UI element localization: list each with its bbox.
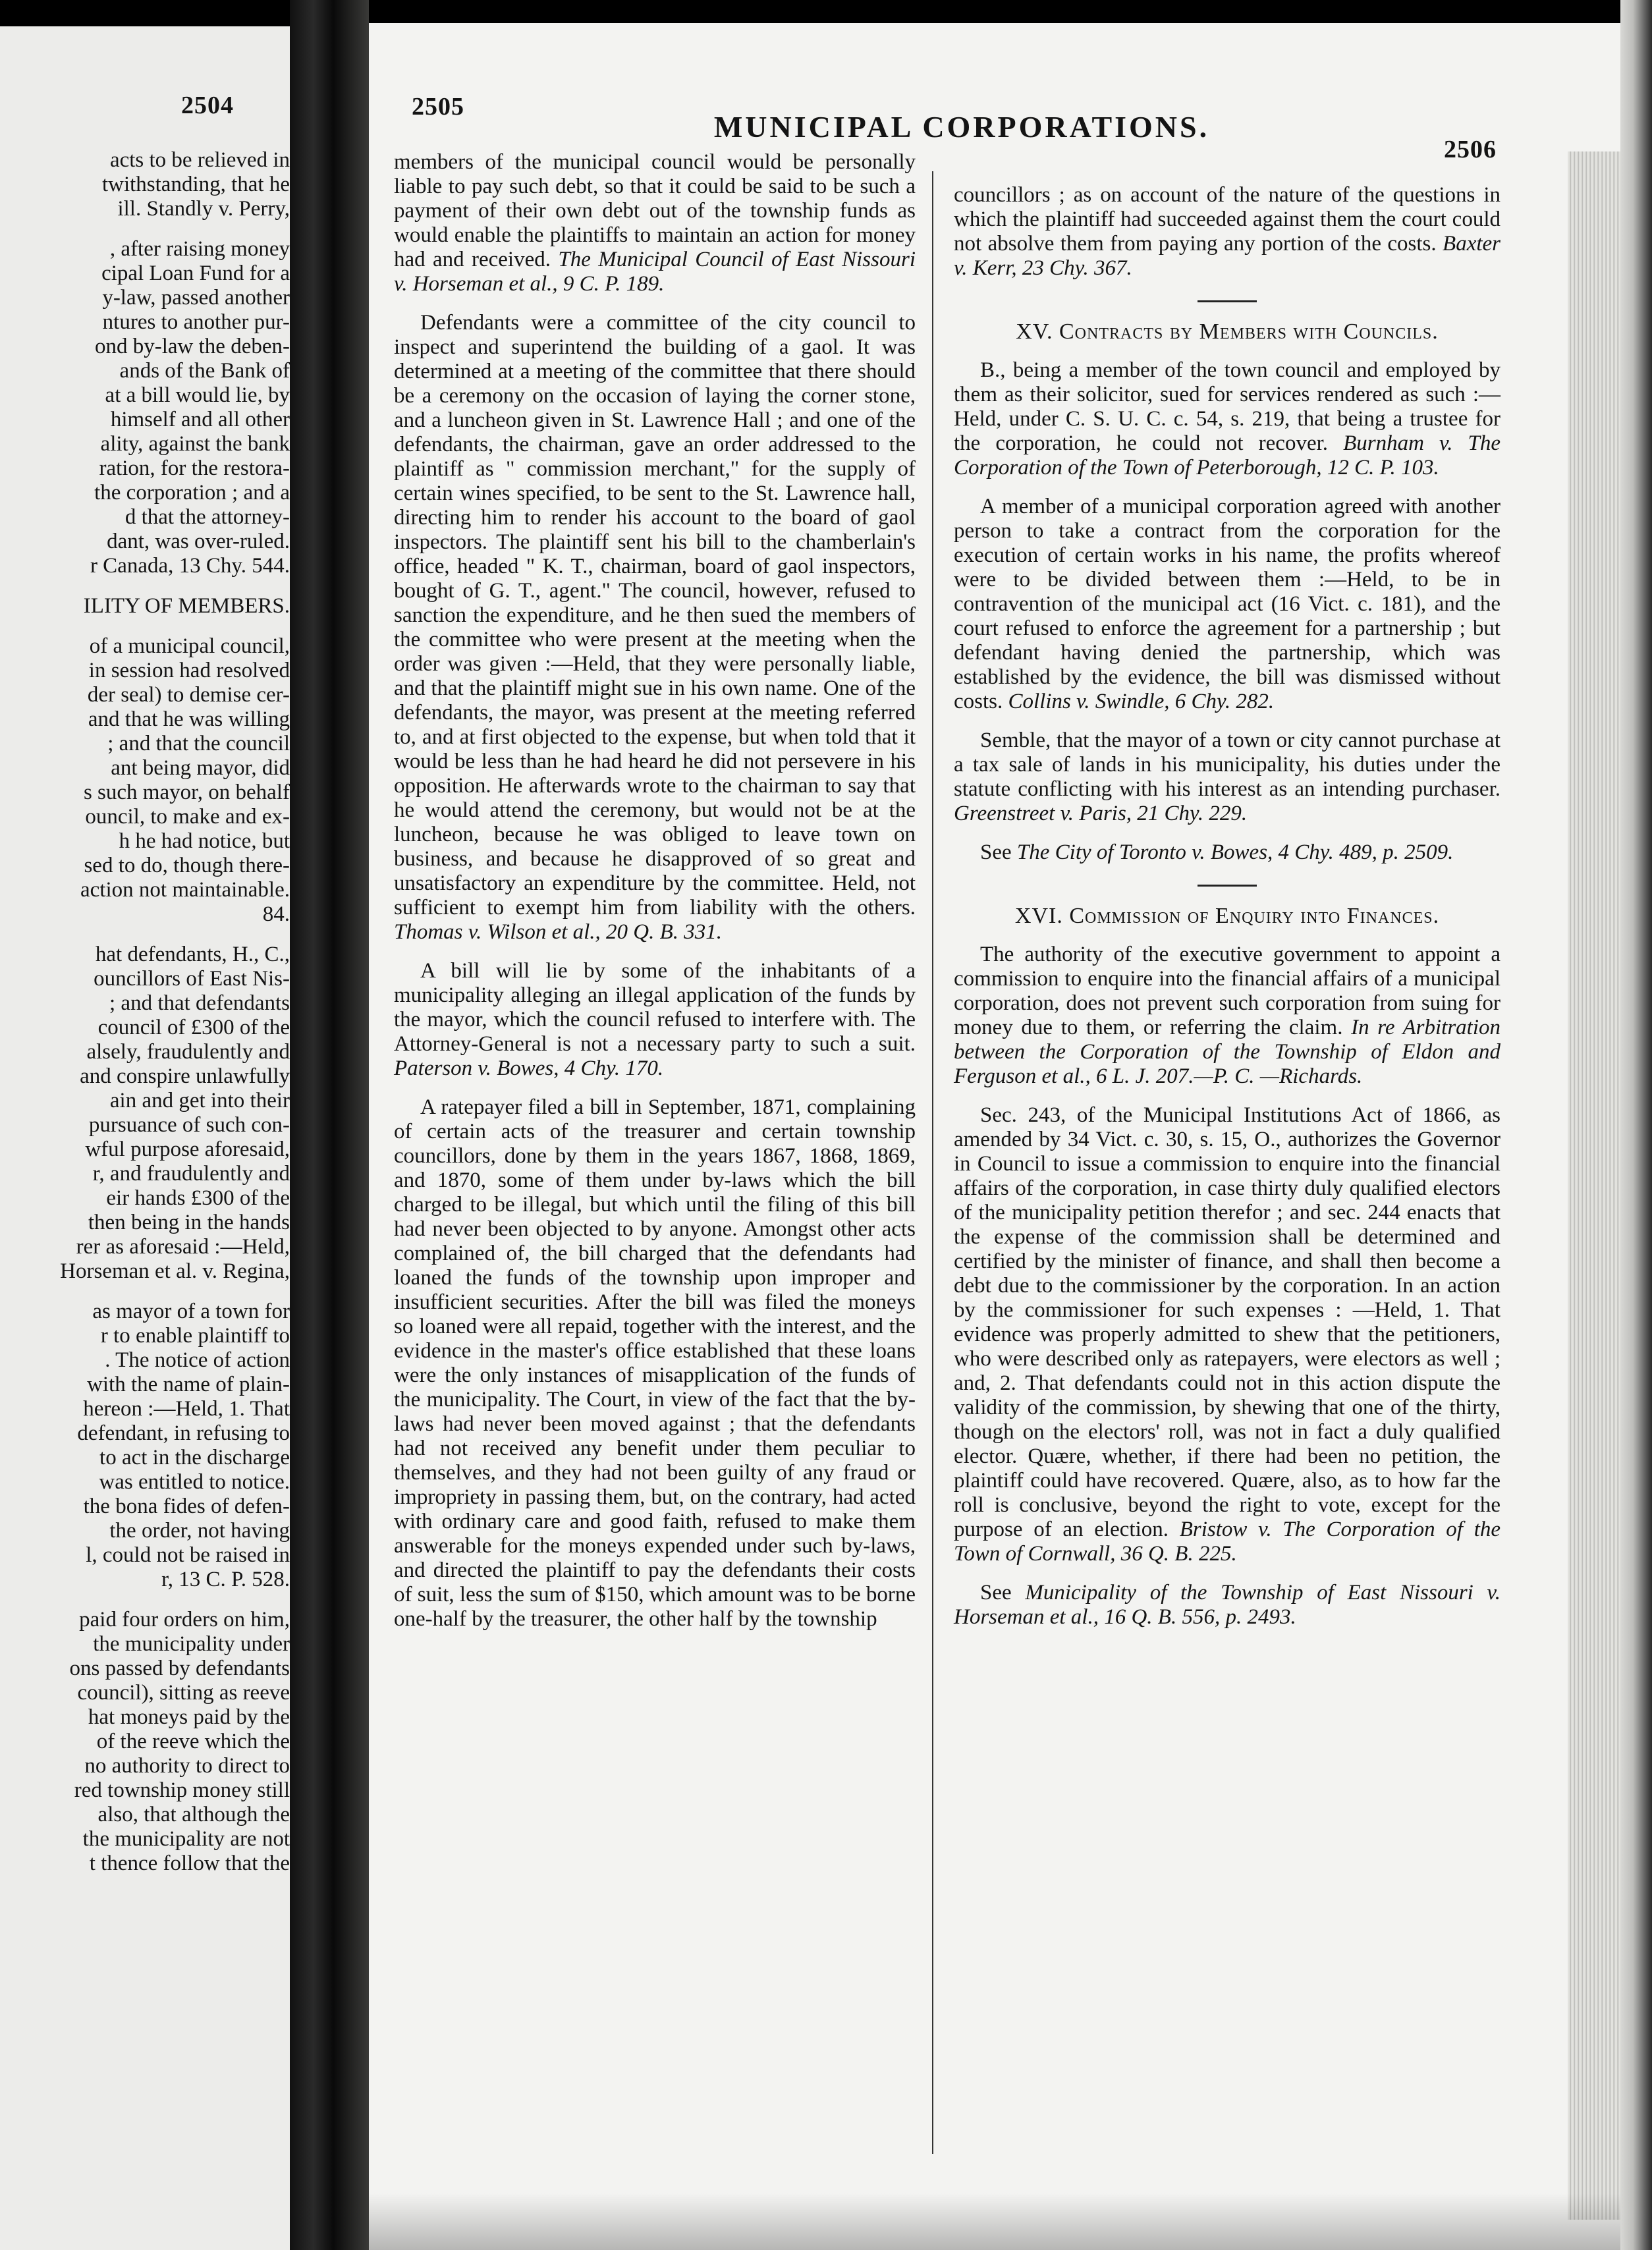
page-number-2505: 2505 xyxy=(412,93,464,121)
column-right xyxy=(954,183,1501,1644)
paragraph-text: The authority of the executive government to appoint a commission to enquire into the financial affairs of a municipal corporation, does not prevent such corporation from suing for money due to them, or referring the claim. xyxy=(954,943,1501,1039)
text-line: in session had resolved xyxy=(88,659,290,682)
case-citation: Baxter v. Kerr, 23 Chy. 367. xyxy=(954,232,1501,280)
section-rule xyxy=(1198,300,1257,302)
paragraph-text: Defendants were a committee of the city council to inspect and superintend the building of a gaol. It was determined at a meeting of the committee that there should be a ceremony on the occasion of laying the corner stone, and a luncheon given in St. Lawrence Hall ; and one of the defendants, the chairman, gave an order addressed to the plaintiff as " commission merchant," for the supply of certain wines specified, to be sent to the St. Lawrence hall, directing him to render his account to the board of gaol inspectors. The plaintiff sent his bill to the chamberlain's office, headed " K. T., chairman, board of gaol inspectors, bought of G. T., agent." The council, however, refused to sanction the expenditure, and he then sued the members of the committee who were present at the meeting when the order was given :—Held, that they were personally liable, and that the plaintiff might sue in his own name. One of the defendants, the mayor, was present at the meeting referred to, and at first objected to the expense, but when told that it would be less than he had heard he did not persevere in his opposition. He afterwards wrote to the chairman to say that he would attend the ceremony, but would not be at the luncheon, because he was obliged to leave town on business, and because he disapproved of so great and unsatisfactory an expenditure by the committee. Held, not sufficient to exempt him from liability with the others. xyxy=(394,311,916,919)
case-citation: The City of Toronto v. Bowes, 4 Chy. 489, p. 2509. xyxy=(1016,840,1454,864)
text-line: ILITY OF MEMBERS. xyxy=(83,594,290,618)
page-edges xyxy=(1568,151,1620,2220)
text-line xyxy=(13,1592,290,1608)
text-line: ill. Standly v. Perry, xyxy=(117,197,290,221)
paragraph-text: See xyxy=(980,840,1012,864)
text-line: hereon :—Held, 1. That xyxy=(83,1397,290,1421)
paragraph-text: Semble, that the mayor of a town or city cannot purchase at a tax sale of lands in his municipality, his duties under the statute conflicting with his interest as an intending purchaser. xyxy=(954,728,1501,801)
case-paragraph xyxy=(954,1581,1501,1630)
case-citation: In re Arbitration between the Corporation of the Township of Eldon and Ferguson et al., 6 L. J. 207.—P. C. —Richards. xyxy=(954,1016,1501,1088)
book-edge xyxy=(1620,0,1652,2250)
text-line: r, and fraudulently and xyxy=(92,1162,290,1186)
text-line: council), sitting as reeve xyxy=(77,1681,290,1705)
text-line: t thence follow that the xyxy=(89,1852,290,1875)
text-line: r, 13 C. P. 528. xyxy=(161,1568,290,1591)
column-left xyxy=(394,150,916,1646)
text-line: sed to do, though there- xyxy=(84,854,290,877)
case-citation: Thomas v. Wilson et al., 20 Q. B. 331. xyxy=(394,920,723,944)
text-line: of the reeve which the xyxy=(96,1730,290,1753)
text-line: council of £300 of the xyxy=(97,1016,290,1039)
text-line: r Canada, 13 Chy. 544. xyxy=(90,554,290,578)
text-line: red township money still xyxy=(74,1778,290,1802)
case-paragraph xyxy=(394,311,916,945)
text-line: 84. xyxy=(262,902,290,926)
text-line: the municipality under xyxy=(93,1632,290,1656)
case-paragraph xyxy=(394,1095,916,1632)
case-citation: Collins v. Swindle, 6 Chy. 282. xyxy=(1008,690,1275,713)
section-heading: XV. Contracts by Members with Councils. xyxy=(1016,319,1439,344)
text-line: the order, not having xyxy=(109,1519,290,1543)
text-line: twithstanding, that he xyxy=(101,173,290,196)
text-line: ouncillors of East Nis- xyxy=(94,967,290,991)
case-paragraph xyxy=(394,150,916,296)
text-line: the corporation ; and a xyxy=(94,481,290,505)
text-line: acts to be relieved in xyxy=(109,148,290,172)
text-line: action not maintainable. xyxy=(80,878,290,902)
text-line: eir hands £300 of the xyxy=(106,1186,290,1210)
text-line: y-law, passed another xyxy=(102,286,290,310)
text-line: pursuance of such con- xyxy=(88,1113,290,1137)
text-line: then being in the hands xyxy=(88,1211,290,1234)
text-line: with the name of plain- xyxy=(87,1373,290,1396)
text-line: ond by-law the deben- xyxy=(95,335,290,358)
text-line: the bona fides of defen- xyxy=(83,1495,290,1518)
case-citation: The Municipal Council of East Nissouri v. Horseman et al., 9 C. P. 189. xyxy=(394,248,916,296)
case-citation: Municipality of the Township of East Nissouri v. Horseman et al., 16 Q. B. 556, p. 2493. xyxy=(954,1581,1501,1629)
text-line: to act in the discharge xyxy=(99,1446,290,1469)
text-line: defendant, in refusing to xyxy=(77,1421,290,1445)
text-line: was entitled to notice. xyxy=(99,1470,290,1494)
text-line: . The notice of action xyxy=(105,1348,290,1372)
paragraph-text: See xyxy=(980,1581,1012,1605)
section-heading: XVI. Commission of Enquiry into Finances. xyxy=(1014,904,1440,928)
text-line: of a municipal council, xyxy=(89,634,290,658)
text-line: at a bill would lie, by xyxy=(105,383,290,407)
case-paragraph xyxy=(954,183,1501,281)
text-line: hat moneys paid by the xyxy=(88,1705,290,1729)
page-shadow xyxy=(369,2193,1620,2250)
paragraph-text: A ratepayer filed a bill in September, 1871, complaining of certain acts of the treasurer and certain township councillors, done by them in the years 1867, 1868, 1869, and 1870, some of them under by-laws which the bill charged to be illegal, but which until the filing of this bill had never been objected to by anyone. Amongst other acts complained of, the bill charged that the defendants had loaned the funds of the township upon improper and insufficient securities. After the bill was filed the moneys so loaned were all repaid, together with the interest, and the evidence in the master's office established that these loans were the only instances of misapplication of the funds of the municipality. The Court, in view of the fact that the by-laws had never been moved against ; that the defendants had not received any benefit under them peculiar to themselves, and they had not been guilty of any fraud or impropriety in passing them, but, on the contrary, had acted with ordinary care and good faith, refused to make them answerable for the moneys expended under such by-laws, and directed the plaintiff to pay the defendants their costs of suit, less the sum of $150, which amount was to be borne one-half by the treasurer, the other half by the township xyxy=(394,1095,916,1631)
left-page-text xyxy=(13,148,290,1876)
text-line: ; and that the council xyxy=(107,732,290,755)
case-paragraph xyxy=(954,728,1501,826)
text-line: ons passed by defendants xyxy=(69,1657,290,1680)
text-line: r to enable plaintiff to xyxy=(100,1324,290,1348)
text-line xyxy=(13,618,290,634)
text-line: ouncil, to make and ex- xyxy=(85,805,290,829)
text-line: ain and get into their xyxy=(109,1089,290,1112)
running-head: MUNICIPAL CORPORATIONS. xyxy=(713,110,1210,144)
case-paragraph xyxy=(954,358,1501,480)
text-line: ant being mayor, did xyxy=(111,756,290,780)
text-line: d that the attorney- xyxy=(124,505,290,529)
text-line: wful purpose aforesaid, xyxy=(85,1138,290,1161)
case-citation: Paterson v. Bowes, 4 Chy. 170. xyxy=(394,1056,664,1080)
paragraph-text: Sec. 243, of the Municipal Institutions Act of 1866, as amended by 34 Vict. c. 30, s. 15, O., authorizes the Governor in Council to issue a commission to enquire into the financial affairs of the corporation, in case thirty duly qualified electors of the municipality petition therefor ; and sec. 244 enacts that the expense of the commission shall be determined and certified by the minister of finance, and shall then become a debt due to the commissioner by the corporation. In an action by the commissioner for such expenses : —Held, 1. That evidence was properly admitted to shew that the petitioners, who were described only as ratepayers, were electors as well ; and, 2. That defendants could not in this action dispute the validity of the commission, by shewing that one of the thirty, though on the electors' roll, was not in fact a duly qualified elector. Quære, whether, if there had been no petition, the plaintiff could have recovered. Quære, also, as to how far the roll is conclusive, beyond the right to vote, except for the purpose of an election. xyxy=(954,1103,1501,1541)
text-line: himself and all other xyxy=(110,408,290,431)
text-line: s such mayor, on behalf xyxy=(83,781,290,804)
case-paragraph xyxy=(954,840,1501,865)
text-line: der seal) to demise cer- xyxy=(87,683,290,707)
text-line: Horseman et al. v. Regina, xyxy=(60,1259,290,1283)
text-line: hat defendants, H., C., xyxy=(95,943,290,966)
column-divider xyxy=(932,171,933,2154)
paragraph-text: A member of a municipal corporation agreed with another person to take a contract from the corporation for the execution of certain works in his name, the profits whereof were to be divided between them :—Held, to be in contravention of the municipal act (16 Vict. c. 181), and the court refused to enforce the agreement for a partnership ; but defendant having denied the partnership, which was established by the evidence, the bill was dismissed without costs. xyxy=(954,495,1501,713)
paragraph-text: B., being a member of the town council and employed by them as their solicitor, sued for services rendered as such :—Held, under C. S. U. C. c. 54, s. 219, that being a trustee for the corporation, he could not recover. xyxy=(954,358,1501,455)
text-line: dant, was over-ruled. xyxy=(107,530,290,553)
text-line: ration, for the restora- xyxy=(99,456,290,480)
case-paragraph xyxy=(954,1103,1501,1566)
left-page xyxy=(0,26,290,2250)
text-line: alsely, fraudulently and xyxy=(86,1040,290,1064)
text-line: , after raising money xyxy=(109,237,290,261)
paragraph-text: members of the municipal council would be personally liable to pay such debt, so that it could be said to be such a payment of their own debt out of the township funds as would enable the plaintiffs to maintain an action for money had and received. xyxy=(394,150,916,271)
text-line xyxy=(13,1284,290,1300)
text-line: ality, against the bank xyxy=(100,432,290,456)
text-line: the municipality are not xyxy=(82,1827,290,1851)
text-line: paid four orders on him, xyxy=(79,1608,290,1632)
case-citation: Burnham v. The Corporation of the Town of Peterborough, 12 C. P. 103. xyxy=(954,431,1501,480)
text-line: also, that although the xyxy=(97,1803,290,1826)
left-page-number: 2504 xyxy=(181,92,234,119)
text-line: rer as aforesaid :—Held, xyxy=(76,1235,290,1259)
text-line: and that he was willing xyxy=(88,707,290,731)
case-citation: Bristow v. The Corporation of the Town of Cornwall, 36 Q. B. 225. xyxy=(954,1518,1501,1566)
text-line: no authority to direct to xyxy=(84,1754,290,1778)
case-paragraph xyxy=(394,959,916,1081)
case-paragraph xyxy=(954,943,1501,1089)
text-line xyxy=(13,221,290,237)
page-number-2506: 2506 xyxy=(1444,136,1497,163)
text-line: ntures to another pur- xyxy=(102,310,290,334)
text-line: l, could not be raised in xyxy=(86,1543,290,1567)
paragraph-text: councillors ; as on account of the nature of the questions in which the plaintiff had succeeded against them the court could not absolve them from paying any portion of the costs. xyxy=(954,183,1501,256)
text-line xyxy=(13,578,290,594)
text-line xyxy=(13,927,290,943)
paragraph-text: A bill will lie by some of the inhabitants of a municipality alleging an illegal application of the funds by the mayor, which the council refused to interfere with. The Attorney-General is not a necessary party to such a suit. xyxy=(394,959,916,1056)
text-line: as mayor of a town for xyxy=(92,1300,290,1323)
book-gutter xyxy=(290,0,369,2250)
text-line: h he had notice, but xyxy=(119,829,290,853)
section-rule xyxy=(1198,885,1257,887)
case-citation: Greenstreet v. Paris, 21 Chy. 229. xyxy=(954,802,1248,825)
text-line: and conspire unlawfully xyxy=(80,1064,290,1088)
text-line: ; and that defendants xyxy=(109,991,290,1015)
text-line: ands of the Bank of xyxy=(119,359,290,383)
case-paragraph xyxy=(954,495,1501,714)
text-line: cipal Loan Fund for a xyxy=(101,261,290,285)
